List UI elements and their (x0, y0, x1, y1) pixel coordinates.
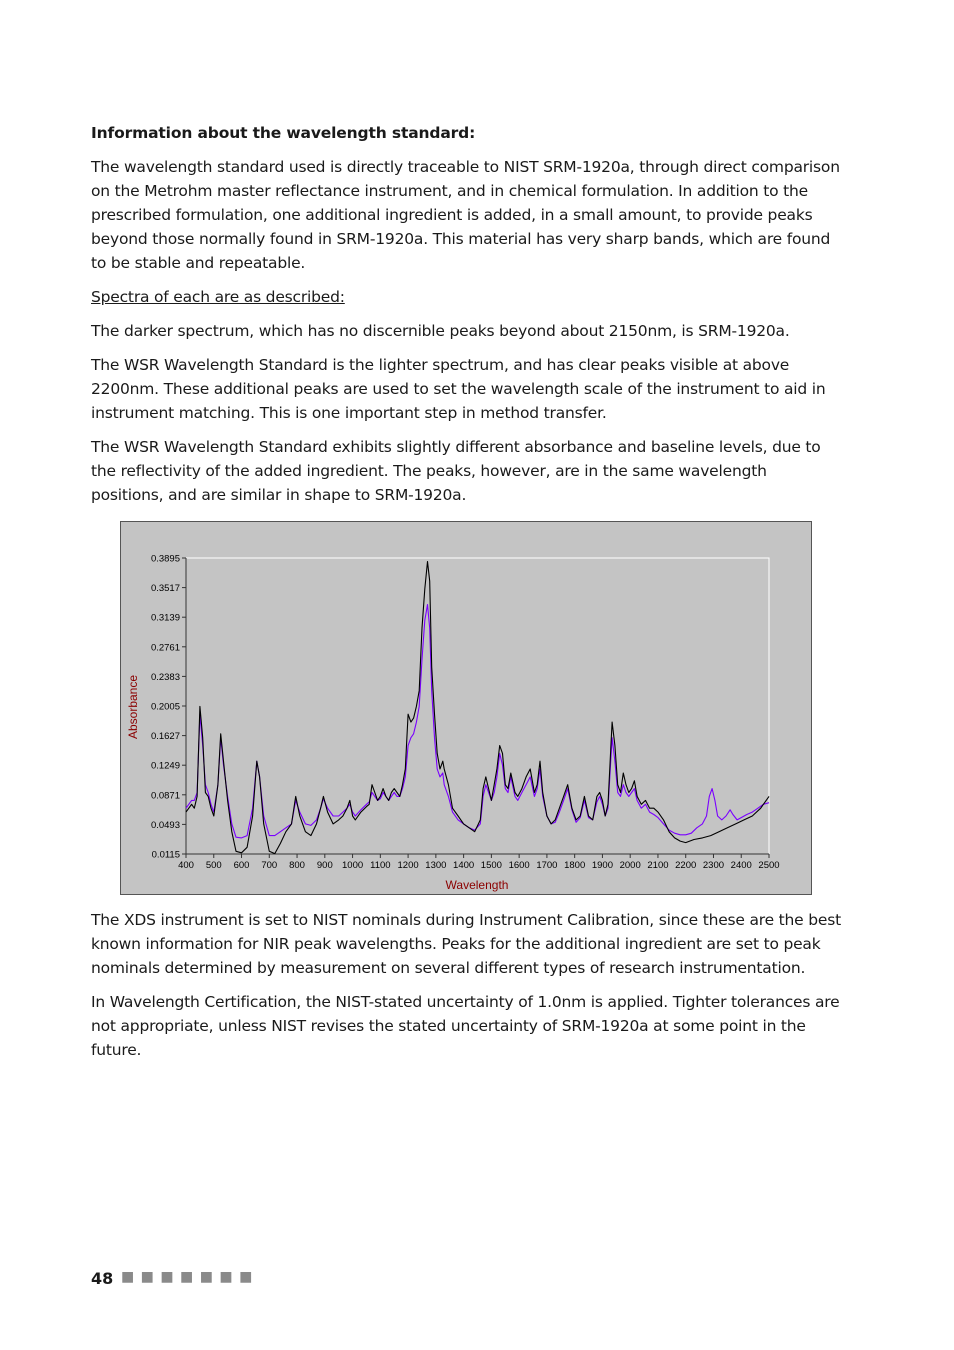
spectrum-chart-svg (121, 522, 813, 896)
paragraph: The darker spectrum, which has no discernible peaks beyond about 2150nm, is SRM-1920a. (91, 322, 790, 340)
paragraph: The wavelength standard used is directly traceable to NIST SRM-1920a, through direct comparison on the Metrohm master reflectance instrument, and in chemical formulation. In addition to the prescribed formulation, one additional ingredient is added, in a small amount, to provide peaks beyond those normally found in SRM-1920a. This material has very sharp bands, which are found to be stable and repeatable. (91, 158, 840, 272)
y-tick-label: 0.3517 (150, 583, 180, 595)
x-tick-label: 600 (233, 860, 250, 871)
paragraph: The WSR Wavelength Standard exhibits slightly different absorbance and baseline levels, due to the reflectivity of the added ingredient. The peaks, however, are in the same wavelength positions, and are similar in shape to SRM-1920a. (91, 438, 821, 504)
y-tick-label: 0.0493 (150, 819, 180, 831)
y-tick-label: 0.2005 (150, 701, 180, 713)
page-footer (91, 1269, 254, 1288)
y-tick-label: 0.0871 (150, 790, 180, 802)
x-tick-label: 1000 (342, 860, 364, 871)
x-tick-label: 1900 (591, 860, 613, 871)
x-tick-label: 1200 (397, 860, 419, 871)
x-tick-label: 700 (261, 860, 278, 871)
x-tick-label: 2400 (730, 860, 752, 871)
y-axis-label: Absorbance (126, 674, 140, 740)
footer-dots: ■ ■ ■ ■ ■ ■ ■ (121, 1269, 254, 1285)
x-tick-label: 1400 (453, 860, 475, 871)
y-tick-label: 0.1627 (150, 731, 180, 743)
series-line-srm-1920a (186, 562, 769, 854)
text-body-continued (91, 908, 843, 1072)
x-tick-label: 500 (205, 860, 222, 871)
y-tick-label: 0.2383 (150, 671, 180, 683)
spectra-subheading: Spectra of each are as described: (91, 288, 345, 306)
text-body (91, 122, 843, 517)
x-tick-label: 2500 (758, 860, 780, 871)
y-tick-label: 0.0115 (151, 849, 180, 861)
x-tick-label: 900 (316, 860, 333, 871)
y-tick-label: 0.3895 (150, 553, 180, 565)
x-axis-label: Wavelength (445, 878, 509, 892)
x-tick-label: 2300 (702, 860, 725, 871)
paragraph: The XDS instrument is set to NIST nominals during Instrument Calibration, since these are the best known information for NIR peak wavelengths. Peaks for the additional ingredient are set to peak nominals determined by measurement on several different types of research instrumentation. (91, 911, 841, 977)
x-tick-label: 1800 (564, 860, 586, 871)
x-tick-label: 1100 (370, 860, 391, 871)
x-tick-label: 1700 (536, 860, 558, 871)
x-tick-label: 2000 (619, 860, 641, 871)
paragraph: The WSR Wavelength Standard is the lighter spectrum, and has clear peaks visible at above 2200nm. These additional peaks are used to set the wavelength scale of the instrument to aid in instrument matching. This is one important step in method transfer. (91, 356, 826, 422)
page-number: 48 (91, 1269, 114, 1288)
plot-frame (186, 558, 769, 854)
series-line-wsr-wavelength-standard (186, 605, 769, 838)
x-tick-label: 1300 (425, 860, 447, 871)
section-heading: Information about the wavelength standard: (91, 124, 476, 142)
x-tick-label: 400 (178, 860, 194, 871)
x-tick-label: 1600 (508, 860, 530, 871)
x-tick-label: 2200 (675, 860, 697, 871)
x-tick-label: 2100 (647, 860, 669, 871)
x-tick-label: 800 (289, 860, 305, 871)
spectrum-chart (120, 521, 812, 895)
y-tick-label: 0.2761 (150, 642, 180, 654)
x-tick-label: 1500 (480, 860, 502, 871)
y-tick-label: 0.1249 (150, 760, 180, 772)
paragraph: In Wavelength Certification, the NIST-stated uncertainty of 1.0nm is applied. Tighter tolerances are not appropriate, unless NIST revises the stated uncertainty of SRM-1920a at some point in the future. (91, 993, 840, 1059)
y-tick-label: 0.3139 (150, 612, 180, 624)
